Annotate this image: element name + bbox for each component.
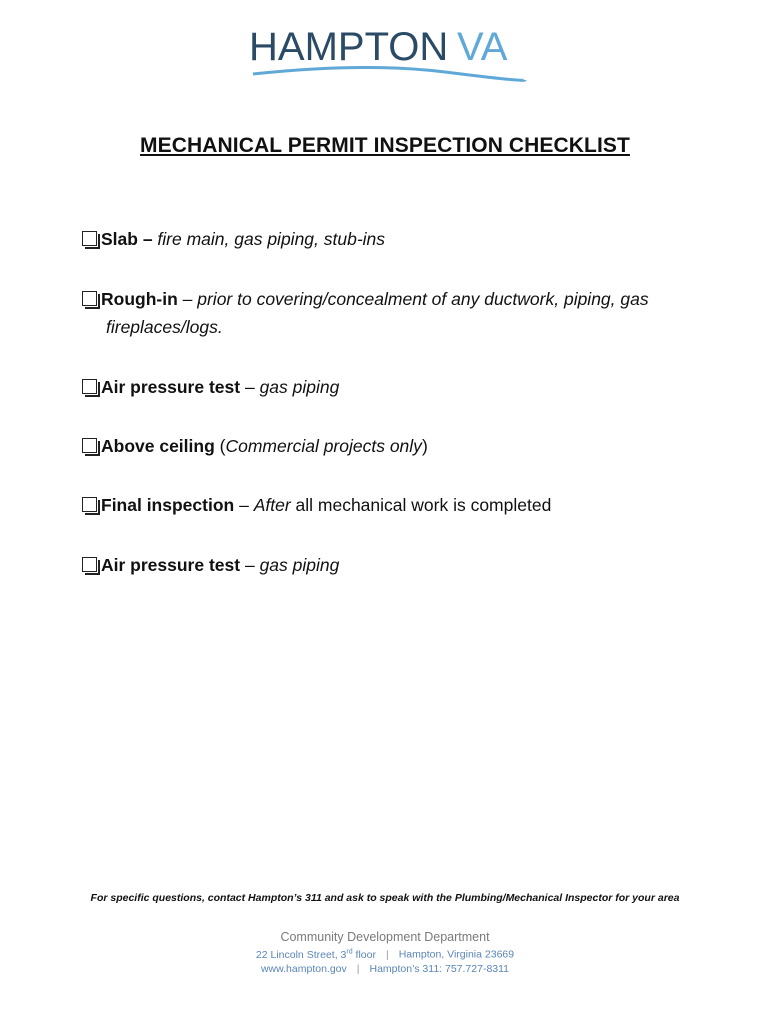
logo-wave-icon bbox=[253, 67, 525, 80]
item-desc: After bbox=[253, 495, 291, 515]
hampton-va-logo bbox=[245, 22, 535, 88]
item-desc: prior to covering/concealment of any ductwork, piping, gas bbox=[197, 289, 649, 309]
checklist-item-final-inspection bbox=[82, 491, 722, 519]
footer-department: Community Development Department bbox=[280, 930, 490, 944]
item-desc-continued: fireplaces/logs. bbox=[106, 317, 223, 337]
item-paren-open: ( bbox=[214, 436, 226, 456]
page-title: MECHANICAL PERMIT INSPECTION CHECKLIST bbox=[140, 134, 630, 157]
checklist-item-air-pressure-test-2 bbox=[82, 551, 722, 579]
item-separator: – bbox=[234, 495, 254, 515]
checkbox-icon[interactable] bbox=[82, 438, 97, 453]
item-desc: Commercial projects only bbox=[225, 436, 422, 456]
footer-divider: | bbox=[385, 948, 389, 961]
checkbox-icon[interactable] bbox=[82, 557, 97, 572]
footer-divider: | bbox=[356, 963, 360, 975]
checklist-item-above-ceiling bbox=[82, 432, 722, 460]
checkbox-icon[interactable] bbox=[82, 291, 97, 306]
logo-word-va: VA bbox=[457, 25, 508, 69]
item-desc: gas piping bbox=[259, 377, 340, 397]
item-desc: fire main, gas piping, stub-ins bbox=[152, 229, 386, 249]
item-separator: – bbox=[240, 555, 260, 575]
footer-website-link[interactable]: www.hampton.gov bbox=[260, 963, 347, 975]
checklist-item-air-pressure-test bbox=[82, 373, 722, 401]
checkbox-icon[interactable] bbox=[82, 497, 97, 512]
item-desc-rest: all mechanical work is completed bbox=[290, 495, 552, 515]
item-label: Air pressure test bbox=[101, 555, 241, 575]
item-label: Above ceiling bbox=[101, 436, 215, 456]
item-paren-close: ) bbox=[421, 436, 428, 456]
item-label: Final inspection bbox=[101, 495, 235, 515]
item-desc: gas piping bbox=[259, 555, 340, 575]
footer-contact bbox=[0, 963, 770, 975]
item-label: Slab – bbox=[101, 229, 153, 249]
checkbox-icon[interactable] bbox=[82, 379, 97, 394]
item-separator: – bbox=[177, 289, 198, 309]
item-label: Air pressure test bbox=[101, 377, 241, 397]
checklist-item-slab bbox=[82, 225, 722, 253]
item-label: Rough-in bbox=[101, 289, 178, 309]
logo-word-hampton: HAMPTON bbox=[249, 25, 449, 69]
item-separator: – bbox=[240, 377, 260, 397]
checklist-item-rough-in bbox=[82, 285, 722, 341]
footer-city: Hampton, Virginia 23669 bbox=[398, 948, 515, 961]
footer-address bbox=[0, 948, 770, 961]
footer-phone: Hampton’s 311: 757.727-8311 bbox=[369, 963, 510, 975]
contact-note: For specific questions, contact Hampton’s 311 and ask to speak with the Plumbing/Mechanical Inspector for your area bbox=[90, 892, 680, 904]
checkbox-icon[interactable] bbox=[82, 231, 97, 246]
logo-graphic bbox=[245, 22, 535, 88]
footer-street: 22 Lincoln Street, 3rd floor bbox=[255, 948, 376, 961]
